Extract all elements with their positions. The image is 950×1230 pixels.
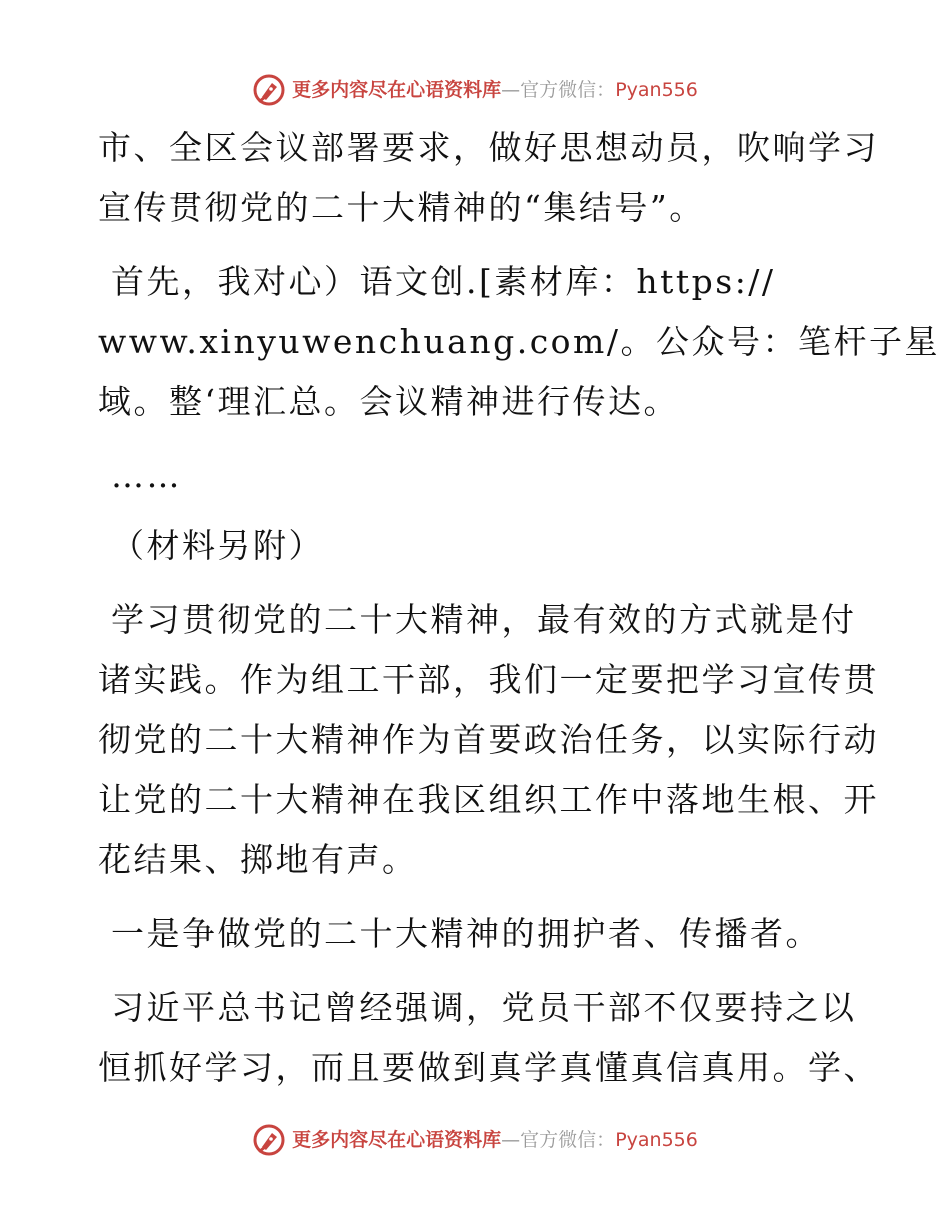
text-line: 让党的二十大精神在我区组织工作中落地生根、开 xyxy=(98,780,879,819)
text-line: 市、全区会议部署要求，做好思想动员，吹响学习 xyxy=(98,128,879,167)
pen-nib-circle-logo-icon xyxy=(252,73,286,107)
text-line: 彻党的二十大精神作为首要政治任务，以实际行动 xyxy=(98,720,879,759)
banner-wechat-label: —官方微信： xyxy=(501,78,616,101)
text-line: www.xinyuwenchuang.com/。公众号：笔杆子星 xyxy=(98,322,940,361)
banner-wechat-id: Pyan556 xyxy=(615,78,698,101)
banner-text xyxy=(292,1128,698,1151)
pen-nib-circle-logo-icon xyxy=(252,1123,286,1157)
text-line: 诸实践。作为组工干部，我们一定要把学习宣传贯 xyxy=(98,660,879,699)
banner-site-name: 更多内容尽在心语资料库 xyxy=(292,1128,502,1151)
paragraph-heading-1 xyxy=(98,904,858,964)
paragraph-4 xyxy=(98,978,879,1098)
paragraph-3 xyxy=(98,590,879,890)
banner-text xyxy=(292,78,698,101)
banner-site-name: 更多内容尽在心语资料库 xyxy=(292,78,502,101)
text-line: 恒抓好学习，而且要做到真学真懂真信真用。学、 xyxy=(98,1048,879,1087)
text-line: 花结果、掷地有声。 xyxy=(98,840,418,879)
header-banner xyxy=(0,70,950,110)
banner-wechat-id: Pyan556 xyxy=(615,1128,698,1151)
text-line: 首先，我对心）语文创.[素材库：https:// xyxy=(98,262,776,301)
text-line: 域。整‘理汇总。会议精神进行传达。 xyxy=(98,382,679,421)
paragraph-ellipsis xyxy=(98,446,858,506)
paragraph-attachment-note xyxy=(98,516,858,576)
document-body xyxy=(98,118,940,1112)
text-line: 宣传贯彻党的二十大精神的“集结号”。 xyxy=(98,188,705,227)
text-line: 学习贯彻党的二十大精神，最有效的方式就是付 xyxy=(98,600,857,639)
text-line: …… xyxy=(98,456,182,495)
paragraph-1 xyxy=(98,118,879,238)
paragraph-2 xyxy=(98,252,940,432)
text-line: （材料另附） xyxy=(98,526,324,565)
text-line: 一是争做党的二十大精神的拥护者、传播者。 xyxy=(98,914,821,953)
banner-wechat-label: —官方微信： xyxy=(501,1128,616,1151)
text-line: 习近平总书记曾经强调，党员干部不仅要持之以 xyxy=(98,988,857,1027)
footer-banner xyxy=(0,1120,950,1160)
